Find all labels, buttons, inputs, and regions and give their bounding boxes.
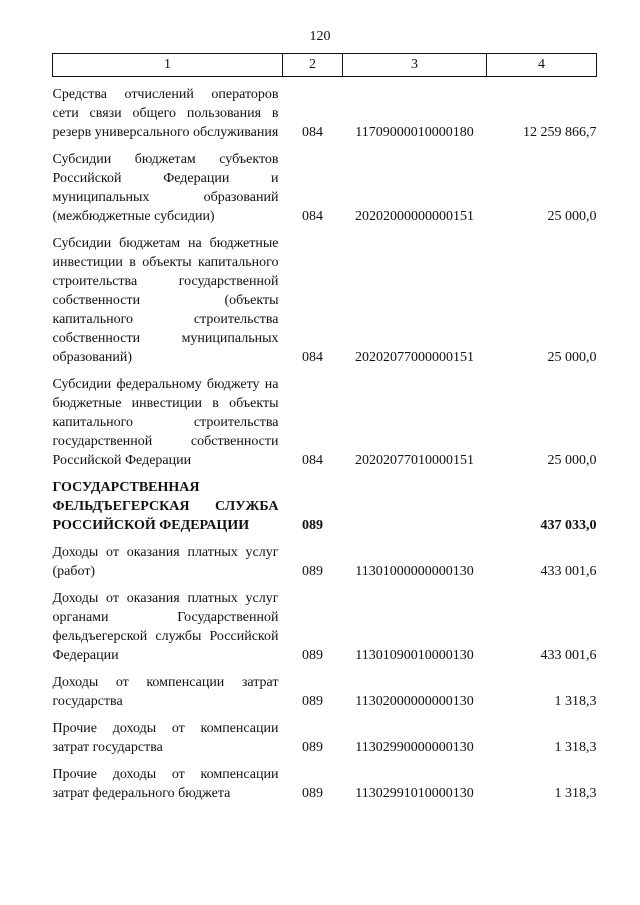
row-spacer <box>53 142 597 150</box>
table-row <box>53 543 597 581</box>
table-row <box>53 234 597 367</box>
column-header-4: 4 <box>487 54 597 77</box>
row-classification-code: 11302991010000130 <box>355 786 474 801</box>
table-row <box>53 478 597 535</box>
row-admin-code: 089 <box>302 564 323 579</box>
table-row <box>53 150 597 226</box>
row-admin-code: 089 <box>302 648 323 663</box>
row-spacer <box>53 367 597 375</box>
row-spacer <box>53 226 597 234</box>
row-classification-code: 11709000010000180 <box>355 125 474 140</box>
table-row <box>53 589 597 665</box>
row-admin-code: 084 <box>302 125 323 140</box>
revenue-table <box>52 53 597 803</box>
row-spacer <box>53 665 597 673</box>
row-name: Средства отчислений операторов сети связи общего пользования в резерв универсального обслуживания <box>52 87 279 140</box>
row-amount: 437 033,0 <box>540 518 597 533</box>
row-name: Доходы от оказания платных услуг (работ) <box>52 545 279 579</box>
column-header-2: 2 <box>283 54 343 77</box>
column-header-1: 1 <box>53 54 283 77</box>
column-header-3: 3 <box>343 54 487 77</box>
row-name: Субсидии бюджетам субъектов Российской Федерации и муниципальных образований (межбюджетные субсидии) <box>52 152 279 224</box>
row-classification-code: 20202077010000151 <box>355 453 474 468</box>
row-name: Прочие доходы от компенсации затрат государства <box>52 721 279 755</box>
row-amount: 1 318,3 <box>554 694 597 709</box>
row-admin-code: 089 <box>302 694 323 709</box>
row-name: Субсидии федеральному бюджету на бюджетные инвестиции в объекты капитального строительства государственной собственности Российской Федерации <box>52 377 279 468</box>
row-classification-code <box>343 478 487 535</box>
row-classification-code: 11302990000000130 <box>355 740 474 755</box>
row-amount: 25 000,0 <box>547 350 597 365</box>
row-name: Доходы от компенсации затрат государства <box>52 675 279 709</box>
table-row <box>53 375 597 470</box>
row-admin-code: 084 <box>302 209 323 224</box>
table-row <box>53 673 597 711</box>
row-amount: 433 001,6 <box>540 648 597 663</box>
row-amount: 12 259 866,7 <box>523 125 597 140</box>
row-classification-code: 11301000000000130 <box>355 564 474 579</box>
row-spacer <box>53 470 597 478</box>
row-amount: 25 000,0 <box>547 453 597 468</box>
row-name: Доходы от оказания платных услуг органами Государственной фельдъегерской службы Российской Федерации <box>52 591 279 663</box>
row-admin-code: 089 <box>302 786 323 801</box>
row-spacer <box>53 757 597 765</box>
row-classification-code: 20202000000000151 <box>355 209 474 224</box>
row-spacer <box>53 581 597 589</box>
table-row <box>53 765 597 803</box>
row-amount: 1 318,3 <box>554 740 597 755</box>
row-spacer <box>53 711 597 719</box>
row-admin-code: 084 <box>302 350 323 365</box>
row-amount: 25 000,0 <box>547 209 597 224</box>
row-admin-code: 089 <box>302 740 323 755</box>
row-classification-code: 11301090010000130 <box>355 648 474 663</box>
row-name: Субсидии бюджетам на бюджетные инвестиции в объекты капитального строительства государственной собственности (объекты капитального строительства собственности муниципальных образований) <box>52 236 279 365</box>
row-classification-code: 11302000000000130 <box>355 694 474 709</box>
row-admin-code: 089 <box>302 518 323 533</box>
row-name: ГОСУДАРСТВЕННАЯ ФЕЛЬДЪЕГЕРСКАЯ СЛУЖБА РОССИЙСКОЙ ФЕДЕРАЦИИ <box>52 480 279 533</box>
row-amount: 433 001,6 <box>540 564 597 579</box>
row-spacer <box>53 535 597 543</box>
row-classification-code: 20202077000000151 <box>355 350 474 365</box>
row-name: Прочие доходы от компенсации затрат федерального бюджета <box>52 767 279 801</box>
row-amount: 1 318,3 <box>554 786 597 801</box>
table-header-row <box>53 54 597 77</box>
table-row <box>53 85 597 142</box>
table-row <box>53 719 597 757</box>
row-admin-code: 084 <box>302 453 323 468</box>
page-number: 120 <box>309 29 331 44</box>
row-spacer <box>53 77 597 86</box>
